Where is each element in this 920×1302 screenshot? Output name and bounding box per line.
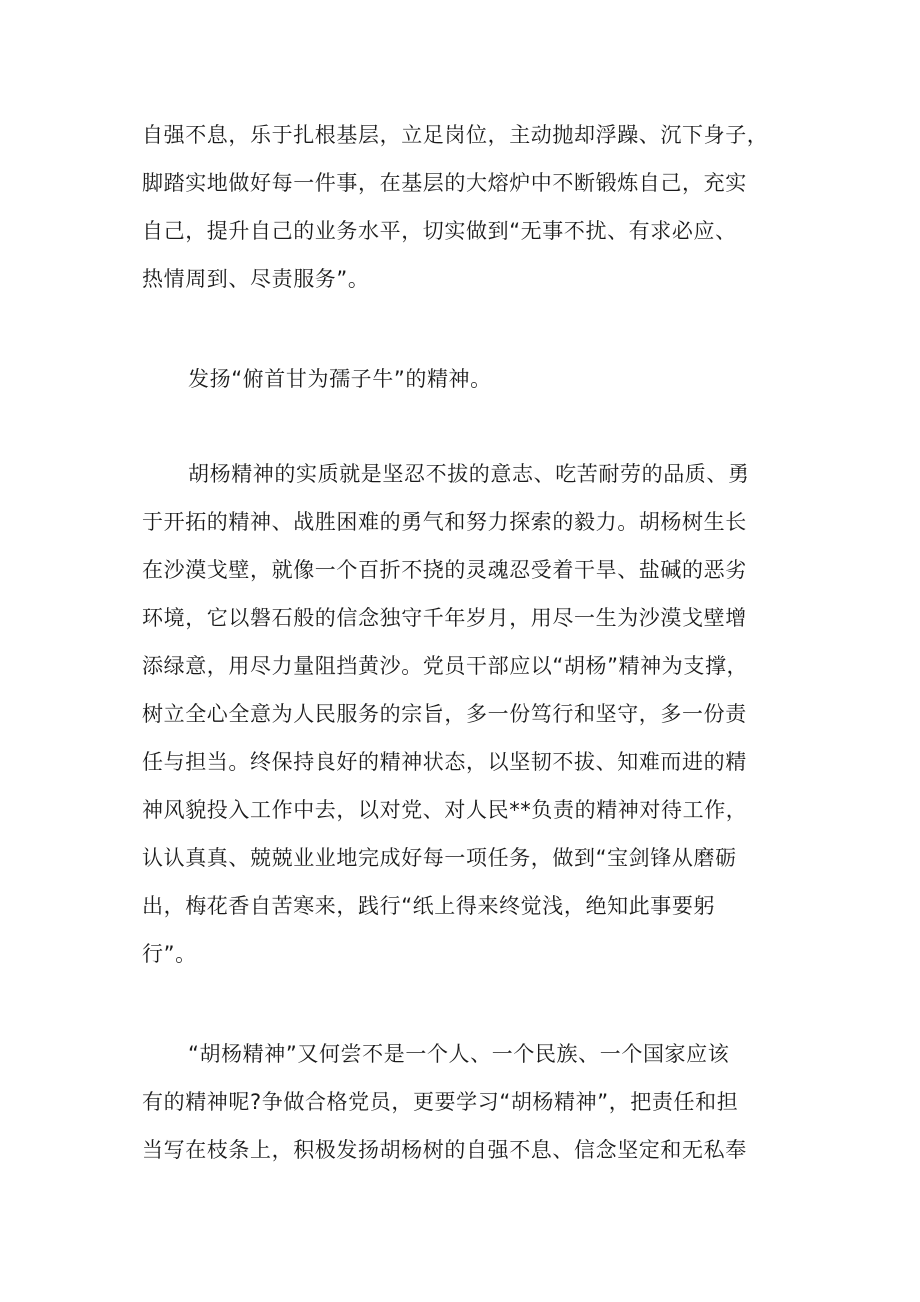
text-line: 神风貌投入工作中去，以对党、对人民**负责的精神对待工作， xyxy=(142,798,748,822)
text-line: 行”。 xyxy=(142,942,197,966)
text-line: “胡杨精神”又何尝不是一个人、一个民族、一个国家应该 xyxy=(188,1042,730,1066)
section-heading: 发扬“俯首甘为孺子牛”的精神。 xyxy=(188,367,492,391)
text-line: 在沙漠戈壁，就像一个百折不挠的灵魂忍受着干旱、盐碱的恶劣 xyxy=(142,558,747,582)
text-line: 有的精神呢?争做合格党员，更要学习“胡杨精神”，把责任和担 xyxy=(142,1090,739,1114)
text-line: 胡杨精神的实质就是坚忍不拔的意志、吃苦耐劳的品质、勇 xyxy=(188,462,750,486)
text-line: 于开拓的精神、战胜困难的勇气和努力探索的毅力。胡杨树生长 xyxy=(142,510,747,534)
text-line: 自己，提升自己的业务水平，切实做到“无事不扰、有求必应、 xyxy=(142,219,737,243)
text-line: 添绿意，用尽力量阻挡黄沙。党员干部应以“胡杨”精神为支撑， xyxy=(142,654,749,678)
text-line: 任与担当。终保持良好的精神状态，以坚韧不拔、知难而进的精 xyxy=(142,750,747,774)
text-line: 环境，它以磐石般的信念独守千年岁月，用尽一生为沙漠戈壁增 xyxy=(142,606,747,630)
text-line: 出，梅花香自苦寒来，践行“纸上得来终觉浅，绝知此事要躬 xyxy=(142,894,716,918)
text-line: 树立全心全意为人民服务的宗旨，多一份笃行和坚守，多一份责 xyxy=(142,702,747,726)
text-line: 脚踏实地做好每一件事，在基层的大熔炉中不断锻炼自己，充实 xyxy=(142,171,747,195)
text-line: 认认真真、兢兢业业地完成好每一项任务，做到“宝剑锋从磨砺 xyxy=(142,846,737,870)
text-line: 自强不息，乐于扎根基层，立足岗位，主动抛却浮躁、沉下身子， xyxy=(142,123,769,147)
text-line: 热情周到、尽责服务”。 xyxy=(142,267,370,291)
text-line: 当写在枝条上，积极发扬胡杨树的自强不息、信念坚定和无私奉 xyxy=(142,1138,747,1162)
